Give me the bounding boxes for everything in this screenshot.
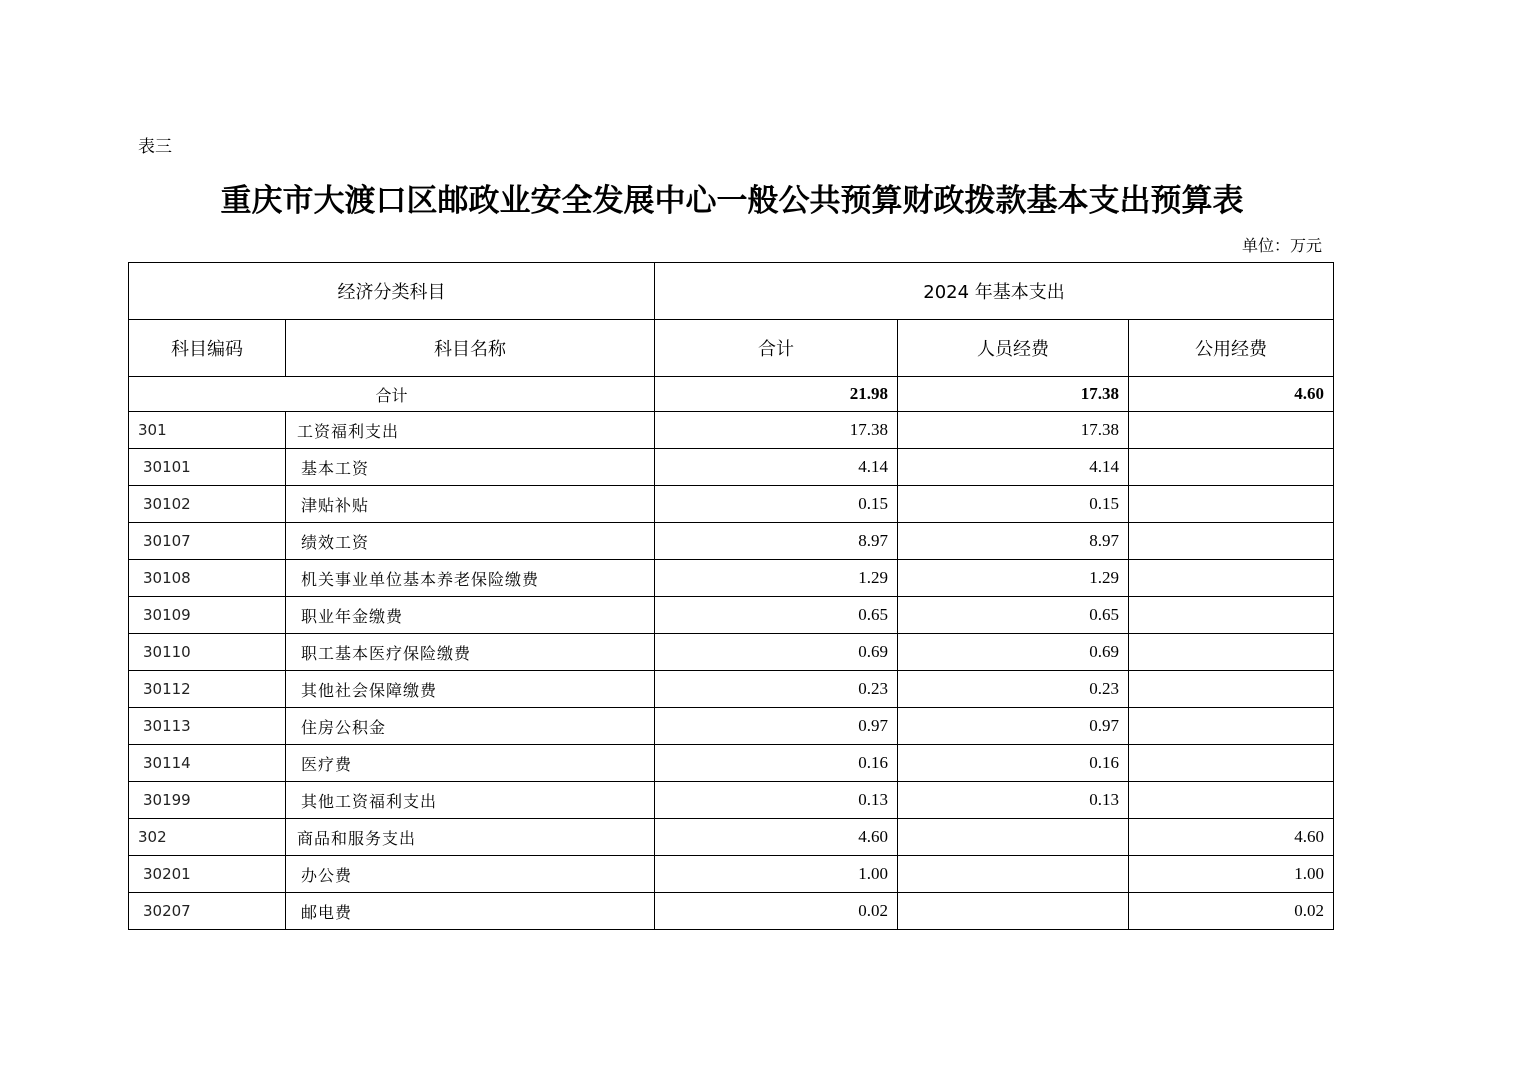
table-row (129, 412, 1334, 449)
row-personnel: 17.38 (898, 412, 1129, 449)
table-row (129, 893, 1334, 930)
total-personnel: 17.38 (898, 377, 1129, 412)
row-name: 商品和服务支出 (286, 819, 655, 856)
row-total: 17.38 (655, 412, 898, 449)
table-row (129, 708, 1334, 745)
table-row (129, 671, 1334, 708)
header-econ-class: 经济分类科目 (129, 263, 655, 320)
table-row (129, 819, 1334, 856)
column-header-name: 科目名称 (286, 320, 655, 377)
row-public: 0.02 (1129, 893, 1334, 930)
row-personnel (898, 856, 1129, 893)
total-label: 合计 (129, 377, 655, 412)
row-public (1129, 782, 1334, 819)
row-personnel: 4.14 (898, 449, 1129, 486)
row-personnel: 0.65 (898, 597, 1129, 634)
table-row (129, 560, 1334, 597)
table-row (129, 782, 1334, 819)
table-row (129, 745, 1334, 782)
row-public: 4.60 (1129, 819, 1334, 856)
row-name: 机关事业单位基本养老保险缴费 (286, 560, 655, 597)
table-row (129, 523, 1334, 560)
row-public (1129, 486, 1334, 523)
column-header-total: 合计 (655, 320, 898, 377)
row-total: 0.15 (655, 486, 898, 523)
row-public (1129, 708, 1334, 745)
row-name: 职业年金缴费 (286, 597, 655, 634)
row-total: 4.14 (655, 449, 898, 486)
row-total: 8.97 (655, 523, 898, 560)
budget-table (128, 262, 1334, 930)
row-personnel: 0.16 (898, 745, 1129, 782)
row-public (1129, 671, 1334, 708)
row-public (1129, 745, 1334, 782)
row-name: 基本工资 (286, 449, 655, 486)
row-code: 30113 (129, 708, 286, 745)
row-total: 0.02 (655, 893, 898, 930)
row-personnel: 0.97 (898, 708, 1129, 745)
row-name: 住房公积金 (286, 708, 655, 745)
row-personnel: 0.15 (898, 486, 1129, 523)
total-public: 4.60 (1129, 377, 1334, 412)
table-row (129, 856, 1334, 893)
row-public (1129, 634, 1334, 671)
row-total: 0.97 (655, 708, 898, 745)
row-total: 1.29 (655, 560, 898, 597)
row-public: 1.00 (1129, 856, 1334, 893)
row-total: 0.69 (655, 634, 898, 671)
row-code: 30101 (129, 449, 286, 486)
table-row (129, 486, 1334, 523)
table-label: 表三 (138, 137, 172, 157)
header-group-row (129, 263, 1334, 320)
page-title: 重庆市大渡口区邮政业安全发展中心一般公共预算财政拨款基本支出预算表 (220, 183, 1244, 219)
row-personnel (898, 893, 1129, 930)
row-code: 30108 (129, 560, 286, 597)
row-code: 30199 (129, 782, 286, 819)
row-name: 职工基本医疗保险缴费 (286, 634, 655, 671)
row-personnel (898, 819, 1129, 856)
row-personnel: 8.97 (898, 523, 1129, 560)
row-public (1129, 560, 1334, 597)
header-year-basic: 2024 年基本支出 (655, 263, 1334, 320)
row-code: 301 (129, 412, 286, 449)
row-name: 其他社会保障缴费 (286, 671, 655, 708)
row-public (1129, 523, 1334, 560)
row-code: 30201 (129, 856, 286, 893)
row-code: 30112 (129, 671, 286, 708)
row-personnel: 0.69 (898, 634, 1129, 671)
row-name: 其他工资福利支出 (286, 782, 655, 819)
row-total: 4.60 (655, 819, 898, 856)
row-name: 绩效工资 (286, 523, 655, 560)
row-public (1129, 597, 1334, 634)
row-code: 30207 (129, 893, 286, 930)
row-personnel: 0.23 (898, 671, 1129, 708)
total-row (129, 377, 1334, 412)
row-personnel: 1.29 (898, 560, 1129, 597)
row-total: 0.16 (655, 745, 898, 782)
row-name: 医疗费 (286, 745, 655, 782)
table-row (129, 597, 1334, 634)
row-code: 30107 (129, 523, 286, 560)
row-name: 办公费 (286, 856, 655, 893)
unit-note: 单位：万元 (1241, 236, 1322, 255)
row-total: 0.65 (655, 597, 898, 634)
row-total: 0.23 (655, 671, 898, 708)
row-total: 1.00 (655, 856, 898, 893)
row-personnel: 0.13 (898, 782, 1129, 819)
row-code: 30109 (129, 597, 286, 634)
column-header-personnel: 人员经费 (898, 320, 1129, 377)
row-code: 30114 (129, 745, 286, 782)
row-public (1129, 449, 1334, 486)
column-header-public: 公用经费 (1129, 320, 1334, 377)
row-name: 工资福利支出 (286, 412, 655, 449)
row-name: 津贴补贴 (286, 486, 655, 523)
row-public (1129, 412, 1334, 449)
row-code: 30110 (129, 634, 286, 671)
row-name: 邮电费 (286, 893, 655, 930)
column-header-code: 科目编码 (129, 320, 286, 377)
row-code: 302 (129, 819, 286, 856)
column-header-row (129, 320, 1334, 377)
row-total: 0.13 (655, 782, 898, 819)
table-row (129, 449, 1334, 486)
table-row (129, 634, 1334, 671)
row-code: 30102 (129, 486, 286, 523)
total-total: 21.98 (655, 377, 898, 412)
